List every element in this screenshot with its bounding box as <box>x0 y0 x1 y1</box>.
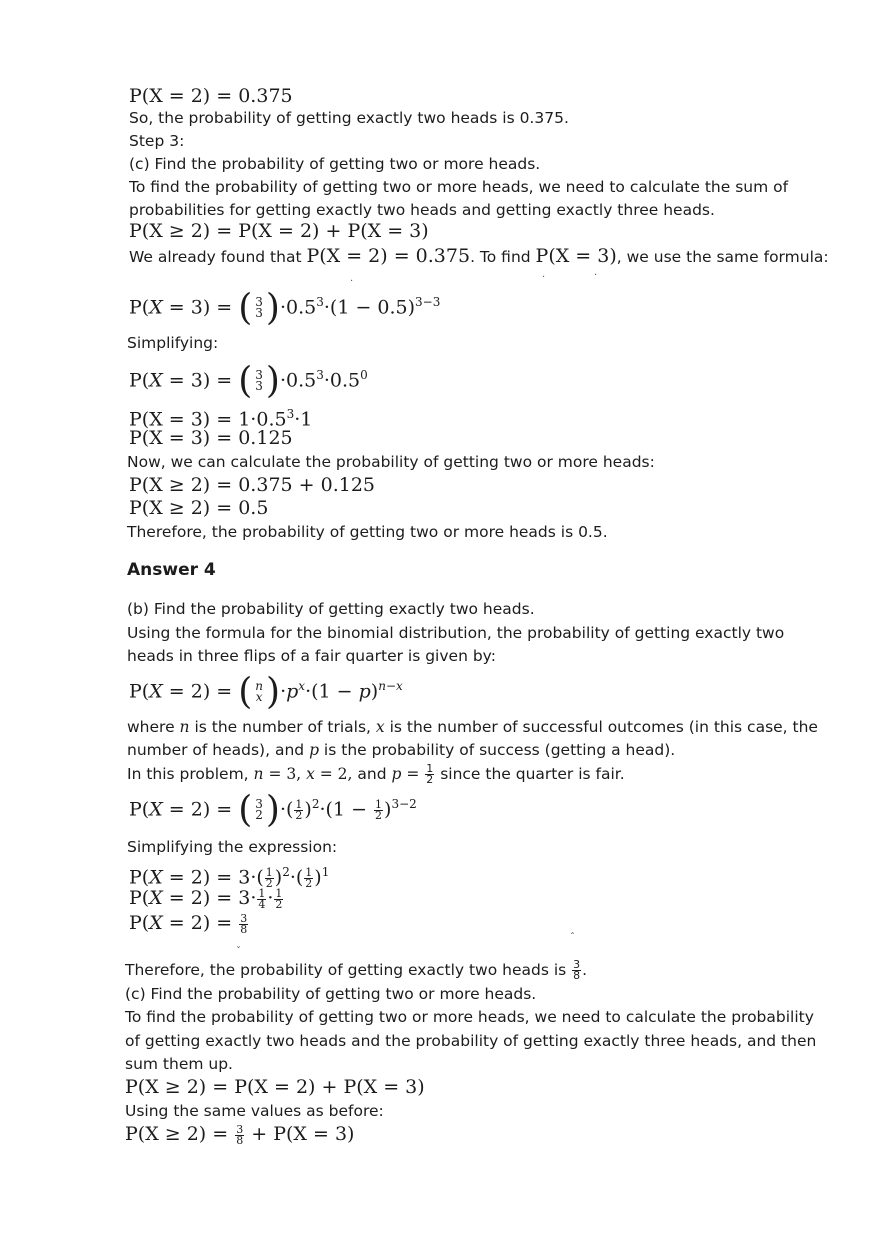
equation-binomial-3: P(X = 3) = ( 3 3 )$\cdot 0.5^3\cdot(1 - 0.5)^{3-3}$ <box>129 287 441 329</box>
text-fragment: since the quarter is fair. <box>435 765 625 783</box>
text-line: So, the probability of getting exactly two heads is 0.375. <box>129 109 569 127</box>
text-line: heads in three flips of a fair quarter is given by: <box>127 647 496 665</box>
equation-sum: P(X ≥ 2) = P(X = 2) + P(X = 3) <box>129 220 429 242</box>
equation-substituted: P(X = 2) = ( 3 2 )·( $\frac{1}{2}$ )$^2$·(1 − $\frac{1}{2}$ )$^{3-2}$ <box>129 789 417 831</box>
math-fragment: + P(X = 3) <box>245 1123 355 1145</box>
text-line <box>129 244 829 268</box>
equation-binomial-3-simplified: P(X = 3) = ( 3 3 )$\cdot 0.5^3\cdot 0.5^0$ <box>129 360 368 402</box>
equation-binomial-formula: P(X = 2) = ( n x )$\cdot p^x\cdot(1 - p)^{n-x}$ <box>129 671 403 713</box>
text-fragment: We already found that <box>129 248 307 266</box>
scan-dot: · <box>542 272 546 283</box>
text-line: Simplifying: <box>127 334 219 352</box>
inline-math: P(X = 2) = 0.375 <box>306 245 471 267</box>
equation: P(X = 3) = 0.125 <box>129 427 293 449</box>
text-line: Therefore, the probability of getting exactly two heads is $\frac{3}{8}$ . <box>125 958 588 982</box>
equation: P(X = 2) = 3·( $\frac{1}{2}$ )$^2$·( $\frac{1}{2}$ )$^1$ <box>129 865 330 890</box>
equation-sum: P(X ≥ 2) = P(X = 2) + P(X = 3) <box>125 1076 425 1098</box>
equation: P(X = 2) = 3· $\frac{1}{4}$ · $\frac{1}{2}$ <box>129 886 283 911</box>
math-fragment: ·1 <box>294 408 313 431</box>
scan-dot: · <box>350 276 354 287</box>
text-fragment: In this problem, <box>127 765 254 783</box>
inline-math: P(X = 3) <box>535 245 617 267</box>
equation: P(X ≥ 2) = $\frac{3}{8}$ + P(X = 3) <box>125 1122 355 1147</box>
text-line: Therefore, the probability of getting two or more heads is 0.5. <box>127 523 608 541</box>
text-line: where n is the number of trials, x is the number of successful outcomes (in this case, the <box>127 718 818 736</box>
scan-dot: · <box>594 270 598 281</box>
text-fragment: is the number of trials, <box>189 718 376 736</box>
text-line: Using the formula for the binomial distribution, the probability of getting exactly two <box>127 624 785 642</box>
step-label: Step 3: <box>129 132 185 150</box>
math-fragment: P(X = 3) = 1·0.5 <box>129 408 287 431</box>
text-line: To find the probability of getting two or more heads, we need to calculate the probability <box>125 1008 814 1026</box>
text-line: (b) Find the probability of getting exactly two heads. <box>127 600 535 618</box>
text-fragment: is the number of successful outcomes (in this case, the <box>384 718 818 736</box>
text-line: (c) Find the probability of getting two or more heads. <box>129 155 541 173</box>
equation: P(X ≥ 2) = 0.375 + 0.125 <box>129 474 376 496</box>
text-fragment: number of heads), and <box>127 741 310 759</box>
text-fragment: . To find <box>470 248 536 266</box>
text-fragment: , we use the same formula: <box>616 248 829 266</box>
text-fragment: where <box>127 718 180 736</box>
text-fragment: Therefore, the probability of getting exactly two heads is <box>125 961 572 979</box>
text-line: number of heads), and p is the probability of success (getting a head). <box>127 741 676 759</box>
equation: $P(X = 3) = 1\cdot 0.5^3\cdot 1$ <box>129 407 313 431</box>
text-line: Now, we can calculate the probability of getting two or more heads: <box>127 453 655 471</box>
math-fragment: P(X ≥ 2) = <box>125 1123 235 1145</box>
text-line: probabilities for getting exactly two heads and getting exactly three heads. <box>129 201 715 219</box>
scan-mark: ˆ <box>570 932 575 943</box>
text-line: Simplifying the expression: <box>127 838 338 856</box>
text-line: of getting exactly two heads and the probability of getting exactly three heads, and then <box>125 1032 817 1050</box>
text-fragment: is the probability of success (getting a head). <box>319 741 676 759</box>
text-line: Using the same values as before: <box>125 1102 384 1120</box>
section-heading: Answer 4 <box>127 560 216 580</box>
equation: P(X ≥ 2) = 0.5 <box>129 497 269 519</box>
text-line: (c) Find the probability of getting two or more heads. <box>125 985 537 1003</box>
text-line: In this problem, n = 3, x = 2, and p = $\frac{1}{2}$ since the quarter is fair. <box>127 762 625 786</box>
text-line: sum them up. <box>125 1055 233 1073</box>
text-line: To find the probability of getting two or more heads, we need to calculate the sum of <box>129 178 789 196</box>
equation: P(X = 2) = $\frac{3}{8}$ <box>129 911 248 936</box>
scan-mark: ˇ <box>236 946 241 957</box>
equation-p-x-2: P(X = 2) = 0.375 <box>129 85 293 107</box>
